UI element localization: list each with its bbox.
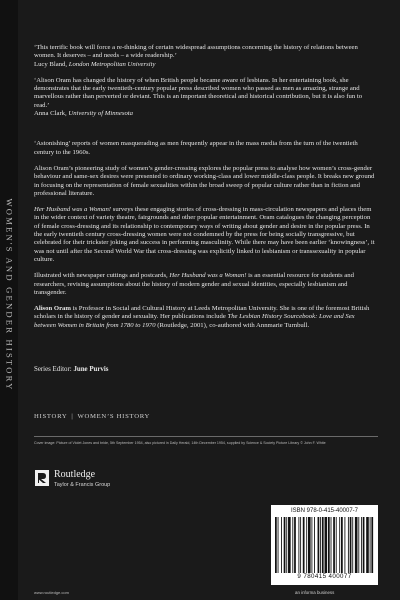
description-para-4 bbox=[34, 272, 376, 297]
blurb-2-affiliation: University of Minnesota bbox=[68, 110, 133, 118]
isbn-label: ISBN 978-0-415-40007-7 bbox=[290, 508, 359, 514]
subject-separator: | bbox=[71, 413, 74, 420]
subject-womens-history: WOMEN’S HISTORY bbox=[77, 413, 151, 420]
publisher-group: Taylor & Francis Group bbox=[54, 482, 111, 488]
blurb-2-author: Anna Clark, bbox=[34, 110, 69, 118]
back-cover-text bbox=[34, 44, 376, 338]
description-para-1: ‘Astonishing’ reports of women masquerading as men frequently appear in the mass media from the turn of the twentieth century to the 1960s. bbox=[34, 140, 358, 156]
blurb-2-quote: ‘Alison Oram has changed the history of when British people became aware of lesbians. In her entertaining book, she demonstrates that the early twentieth-century popular press described women who passed as men as amazing, strange and marvellous rather than perverted or deviant. This is an important theoretical and historical contribution, but it is also fun to read.’ bbox=[34, 76, 363, 109]
barcode-digits: 9 780415 400077 bbox=[297, 573, 352, 580]
blurb-2-attribution bbox=[34, 110, 376, 118]
blurb-1 bbox=[34, 44, 376, 69]
description-para-4-a: Illustrated with newspaper cuttings and postcards, bbox=[34, 272, 170, 280]
subject-history: HISTORY bbox=[34, 413, 68, 420]
informa-imprint: an informa business bbox=[295, 590, 335, 595]
series-editor bbox=[34, 366, 108, 373]
author-bio bbox=[34, 305, 376, 330]
spine-title-text: WOMEN'S AND GENDER HISTORY bbox=[4, 198, 14, 392]
series-editor-label: Series Editor: bbox=[34, 366, 74, 373]
isbn-barcode bbox=[271, 505, 378, 585]
book-title-ref-2: Her Husband was a Woman! bbox=[169, 272, 247, 280]
blurb-1-author: Lucy Bland, bbox=[34, 60, 69, 68]
blurb-1-affiliation: London Metropolitan University bbox=[68, 60, 156, 68]
description-para-2: Alison Oram’s pioneering study of women’s gender-crossing explores the popular press to analyse how women’s cross-gender behaviour and same-sex desires were presented to ordinary working-class and lower middle-class people. It breaks new ground in focusing on the representation of female sexualities within the broad sweep of popular culture rather than in fiction and professional literature. bbox=[34, 164, 375, 197]
series-editor-name: June Purvis bbox=[73, 366, 109, 373]
description-para-4-b: is an essential resource for students and researchers, revising assumptions about the history of modern gender and sexual identities, especially lesbianism and transgender. bbox=[34, 272, 354, 296]
author-prior-book: The Lesbian History Sourcebook: Love and Sex between Women in Britain from 1780 to 1970 bbox=[34, 313, 355, 329]
blurb-1-attribution bbox=[34, 61, 376, 69]
blurb-1-quote: ‘This terrific book will force a re-thinking of certain widespread assumptions concerning the history of relations between women. It deserves – and needs – a wide readership.’ bbox=[34, 44, 358, 60]
publisher-url: www.routledge.com bbox=[34, 590, 69, 595]
author-bio-text-b: (Routledge, 2001), co-authored with Annmarie Turnbull. bbox=[155, 321, 310, 329]
description-para-3-text: surveys these engaging stories of cross-dressing in mass-circulation newspapers and places them in the wider context of variety theatre, fairgrounds and other popular entertainment. Oram catalogues the changing perception of female cross-dressing and its relationship to contemporary ways of writing about gender and desire in the popular press. In the early twentieth century cross-dressing women were not condemned by the press for being socially transgressive, but celebrated for their trickster joking and success in performing masculinity. While there may have been earlier ‘knowingness’, it was not until after the Second World War that cross-dressing was explicitly linked to lesbianism or transsexuality in popular culture. bbox=[34, 206, 375, 263]
blurb-2 bbox=[34, 77, 376, 118]
book-title-ref: Her Husband was a Woman! bbox=[34, 206, 112, 214]
spine-series-title bbox=[1, 150, 17, 440]
publisher-name: Routledge bbox=[54, 469, 96, 480]
subject-categories bbox=[34, 413, 150, 420]
author-bio-text-a: is Professor in Social and Cultural History at Leeds Metropolitan University. She is one of the foremost British scholars in the history of gender and sexuality. Her publications include bbox=[34, 305, 370, 321]
author-name: Alison Oram bbox=[34, 305, 71, 313]
cover-image-credit: Cover image: Picture of Violet Jones and bride, 5th September 1954, also pictured in Daily Herald, 14th December 1954, supplied by Science & Society Picture Library © John F. White bbox=[34, 441, 326, 445]
description-para-3 bbox=[34, 206, 376, 264]
divider-line bbox=[34, 436, 378, 437]
routledge-logo-icon bbox=[35, 470, 49, 486]
barcode-bars bbox=[275, 517, 374, 573]
